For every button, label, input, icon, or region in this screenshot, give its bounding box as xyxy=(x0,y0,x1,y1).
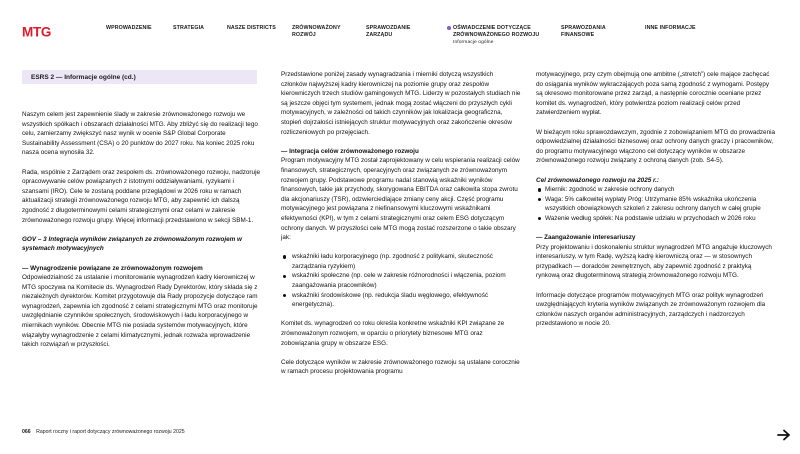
list-item: Ważenie według spółek: Na podstawie udziału w przychodach w 2026 roku xyxy=(536,214,776,224)
list-item: wskaźniki ładu korporacyjnego (np. zgodność z politykami, skuteczność zarządzania ryzykiem) xyxy=(281,252,521,271)
paragraph: W bieżącym roku sprawozdawczym, zgodnie z zobowiązaniem MTG do prowadzenia odpowiedzialnej działalności biznesowej oraz ochrony danych graczy i pracowników, do programu motywacyjnego włączono cel dotyczący wyników w obszarze zrównoważonego rozwoju związany z ochroną danych (zob. S4-5). xyxy=(536,128,776,165)
paragraph: Naszym celem jest zapewnienie ślady w zakresie zrównoważonego rozwoju we wszystkich spółkach i obszarach działalności MTG. Aby zbliżyć się do realizacji tego celu, zamierzamy zwiększyć nasz wynik w ocenie S&P Global Corporate Sustainability Assessment (CSA) o 20 punktów do 2027 roku. Na koniec 2025 roku nasza ocena wynosiła 32. xyxy=(22,111,258,157)
nav-item-zrownowazony-rozwoj[interactable]: ZRÓWNOWAŻONY ROZWÓJ xyxy=(292,25,341,38)
list-item: wskaźniki środowiskowe (np. redukcja śladu węglowego, efektywność energetyczna). xyxy=(281,291,521,310)
list-item: Waga: 5% całkowitej wypłaty Próg: Utrzymanie 85% wskaźnika ukończenia wszystkich obowiązkowych szkoleń z zakresu ochrony danych w całej grupie xyxy=(536,195,776,214)
subheading-integracja-celow: — Integracja celów zrównoważonego rozwoju xyxy=(281,147,419,155)
nav-item-nasze-districts[interactable]: NASZE DISTRICTS xyxy=(227,25,276,31)
section-label: ESRS 2 — Informacje ogólne (cd.) xyxy=(22,70,257,84)
paragraph: Cele dotyczące wyników w zakresie zrównoważonego rozwoju są ustalane corocznie w ramach procesu projektowania programu xyxy=(281,358,520,376)
text-column-1 xyxy=(22,110,260,359)
nav-item-oswiadczenie-zrownowazonego-rozwoju[interactable]: OŚWIADCZENIE DOTYCZĄCE ZRÓWNOWAŻONEGO ROZWOJU Informacje ogólne xyxy=(453,25,541,46)
paragraph: — Integracja celów zrównoważonego rozwoju Program motywacyjny MTG został zaprojektowany w celu wspierania realizacji celów finansowych, strategicznych, operacyjnych oraz związanych ze zrównoważonym rozwojem grupy. Podstawowe programu nadal stanowią wskaźniki wyników finansowych, takie jak przychody, skorygowana EBITDA oraz całkowita stopa zwrotu dla akcjonariuszy (TSR), odzwierciedlające zmiany ceny akcji. Część programu motywacyjnego jest powiązana z niefinansowymi kluczowymi wskaźnikami efektywności (KPI), w tym z celami strategicznymi oraz celem ESG dotyczącym ochrony danych. W przyszłości cele MTG mogą zostać rozszerzone o takie obszary jak: xyxy=(281,147,520,242)
nav-item-strategia[interactable]: STRATEGIA xyxy=(173,25,205,31)
list-item: wskaźniki społeczne (np. cele w zakresie różnorodności i włączenia, poziom zaangażowania pracowników) xyxy=(281,271,521,290)
svg-text:MTG: MTG xyxy=(22,25,52,39)
text-column-3 xyxy=(536,70,776,339)
report-title: Raport roczny i raport dotyczący zrównoważonego rozwoju 2025 xyxy=(36,429,185,435)
paragraph: Rada, wspólnie z Zarządem oraz zespołem ds. zrównoważonego rozwoju, nadzoruje opracowywanie celów powiązanych z istotnymi oddziaływaniami, ryzykami i szansami (IRO). Cele te zostaną poddane przeglądowi w 2026 roku w ramach aktualizacji strategii zrównoważonego rozwoju MTG, aby zapewnić ich dalszą zgodność z długoterminowymi celami strategicznymi oraz celami w zakresie zrównoważonego rozwoju grupy. Więcej informacji przedstawiono w sekcji SBM-1. xyxy=(22,168,261,224)
top-navigation xyxy=(0,0,800,62)
page-footer xyxy=(22,429,185,435)
list-item: Miernik: zgodność w zakresie ochrony danych xyxy=(536,185,776,195)
subheading-wynagrodzenie: — Wynagrodzenie powiązane ze zrównoważonym rozwojem xyxy=(22,264,203,272)
active-indicator-dot xyxy=(447,26,451,30)
page-number: 066 xyxy=(22,429,31,435)
paragraph: Komitet ds. wynagrodzeń co roku określa konkretne wskaźniki KPI związane ze zrównoważonym rozwojem, w oparciu o priorytety biznesowe MTG oraz zobowiązania grupy w obszarze ESG. xyxy=(281,320,505,347)
arrow-right-icon[interactable] xyxy=(777,428,791,440)
paragraph: — Zaangażowanie interesariuszy Przy projektowaniu i doskonaleniu struktur wynagrodzeń MTG angażuje kluczowych interesariuszy, w tym Radę, wyższą kadrę kierowniczą oraz — w stosownych przypadkach — doradców zewnętrznych, aby zapewnić zgodność z praktyką rynkową oraz długoterminową strategią zrównoważonego rozwoju MTG. xyxy=(536,233,776,281)
nav-item-wprowadzenie[interactable]: WPROWADZENIE xyxy=(106,25,152,31)
bullet-list xyxy=(281,252,521,310)
subheading-zaangazowanie: — Zaangażowanie interesariuszy xyxy=(536,234,636,242)
nav-subitem-informacje-ogolne: Informacje ogólne xyxy=(453,39,494,45)
nav-item-inne-informacje[interactable]: INNE INFORMACJE xyxy=(645,25,696,31)
text-column-2 xyxy=(281,70,521,387)
goal-list xyxy=(536,185,776,223)
mtg-logo[interactable] xyxy=(22,25,56,39)
nav-item-sprawozdanie-zarzadu[interactable]: SPRAWOZDANIE ZARZĄDU xyxy=(366,25,411,38)
goal-heading: Cel zrównoważonego rozwoju na 2025 r.: xyxy=(536,176,660,184)
paragraph: — Wynagrodzenie powiązane ze zrównoważonym rozwojem Odpowiedzialność za ustalanie i monitorowanie wynagrodzeń kadry kierowniczej w MTG spoczywa na Komitecie ds. Wynagrodzeń Rady Dyrektorów, który składa się z niezależnych dyrektorów. Komitet przygotowuje dla Rady propozycje dotyczące ram wynagrodzeń, zapewnia ich zgodność z celami strategicznymi MTG oraz monitoruje uwzględnianie czynników społecznych, środowiskowych i ładu korporacyjnego w miernikach wyników. Obecnie MTG nie posiada systemów motywacyjnych, które wiązałyby wynagrodzenie z celami klimatycznymi, jednak rozważa wprowadzenie takich rozwiązań w przyszłości. xyxy=(22,264,260,350)
paragraph: Przedstawione poniżej zasady wynagradzania i mierniki dotyczą wszystkich członków najwyższej kadry kierowniczej na poziomie grupy oraz zespołów kierowniczych trzech studiów gamingowych MTG. Liderzy w pozostałych studiach nie są jeszcze objęci tym systemem, jednak mogą zostać włączeni do przyszłych cykli motywacyjnych, w zależności od takich czynników jak lokalizacja geograficzna, stopień dojrzałości istniejących struktur motywacyjnych oraz zakończenie okresów rozliczeniowych po przejęciach. xyxy=(281,71,521,136)
section-heading-gov3: GOV – 3 Integracja wyników związanych ze zrównoważonym rozwojem w systemach motywacyjnych xyxy=(22,235,242,253)
nav-item-sprawozdania-finansowe[interactable]: SPRAWOZDANIA FINANSOWE xyxy=(561,25,606,38)
paragraph: Informacje dotyczące programów motywacyjnych MTG oraz polityk wynagrodzeń uwzględniających kryteria wyników związanych ze zrównoważonym rozwojem dla członków naszych organów administracyjnych, zarządczych i nadzorczych przedstawiono w nocie 20. xyxy=(536,291,766,328)
paragraph: motywacyjnego, przy czym obejmują one ambitne („stretch”) cele mające zachęcać do osiągania wyników wykraczających poza samą zgodność z wymogami. Postępy są okresowo monitorowane przez zarząd, a następnie corocznie oceniane przez komitet ds. wynagrodzeń, który potwierdza poziom realizacji celów przed zatwierdzeniem wypłat. xyxy=(536,71,770,117)
